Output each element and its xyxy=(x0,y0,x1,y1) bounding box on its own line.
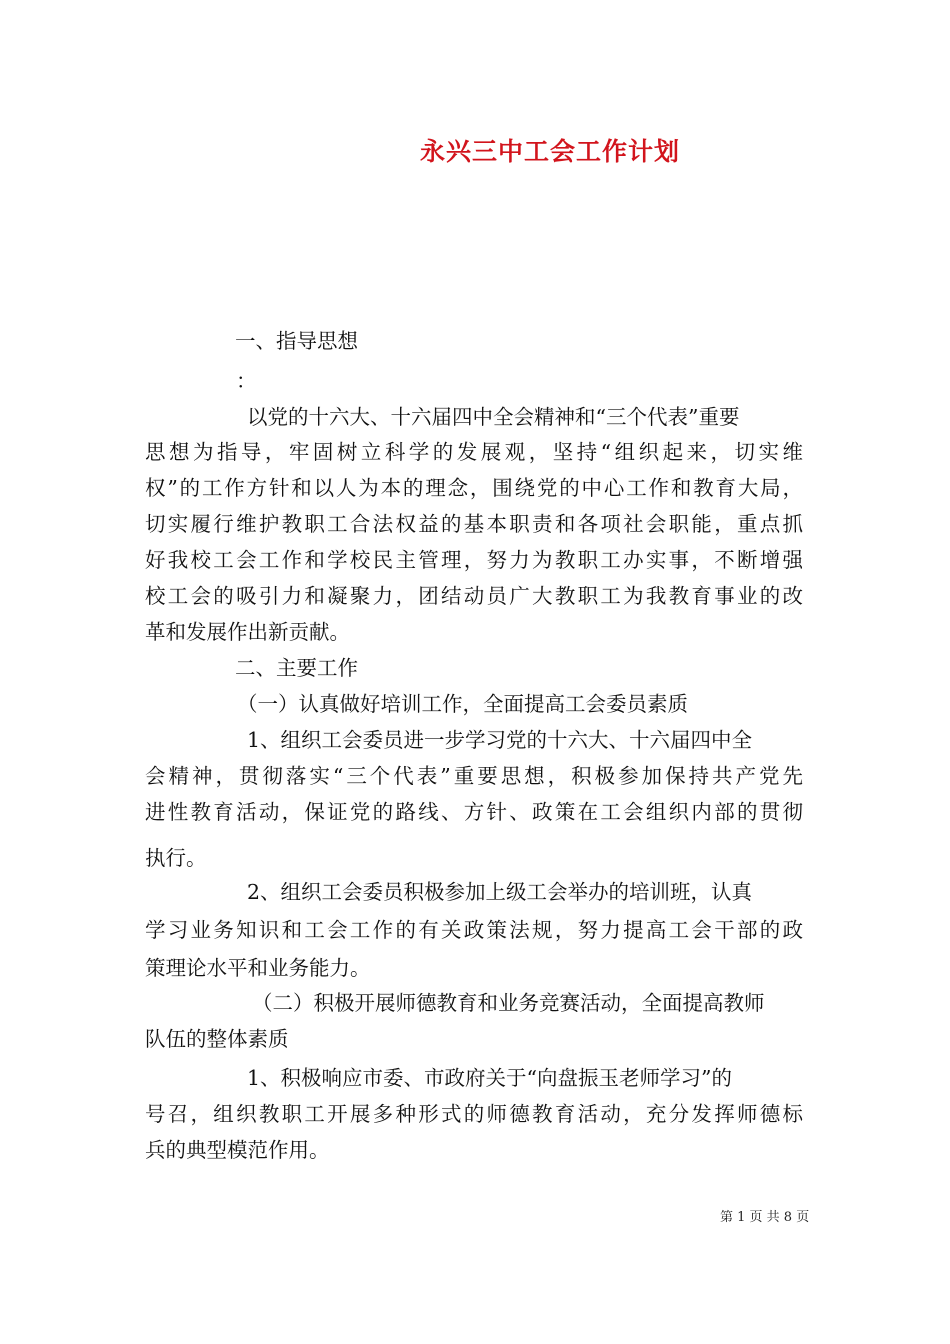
paragraph-line: 进性教育活动，保证党的路线、方针、政策在工会组织内部的贯彻 xyxy=(145,800,803,824)
paragraph-line: 革和发展作出新贡献。 xyxy=(145,620,350,644)
paragraph-line: 思想为指导，牢固树立科学的发展观，坚持“组织起来，切实维 xyxy=(145,440,803,464)
paragraph-line: 好我校工会工作和学校民主管理，努力为教职工办实事，不断增强 xyxy=(145,548,803,572)
document-title: 永兴三中工会工作计划 xyxy=(419,137,680,166)
heading-main-work: 二、主要工作 xyxy=(235,656,358,680)
paragraph-line: 队伍的整体素质 xyxy=(145,1027,289,1051)
paragraph-line: 兵的典型模范作用。 xyxy=(145,1138,330,1162)
paragraph-line: 以党的十六大、十六届四中全会精神和“三个代表”重要 xyxy=(247,405,740,429)
paragraph-line: 1、组织工会委员进一步学习党的十六大、十六届四中全 xyxy=(247,728,753,752)
subheading-ethics: （二）积极开展师德教育和业务竞赛活动，全面提高教师 xyxy=(252,991,765,1015)
paragraph-line: 策理论水平和业务能力。 xyxy=(145,956,371,980)
paragraph-line: 切实履行维护教职工合法权益的基本职责和各项社会职能，重点抓 xyxy=(145,512,803,536)
paragraph-line: 会精神，贯彻落实“三个代表”重要思想，积极参加保持共产党先 xyxy=(145,764,803,788)
page-number: 第 1 页 共 8 页 xyxy=(720,1210,810,1225)
subheading-training: （一）认真做好培训工作，全面提高工会委员素质 xyxy=(237,692,688,716)
heading-guiding-ideology: 一、指导思想 xyxy=(235,329,358,353)
paragraph-line: 1、积极响应市委、市政府关于“向盘振玉老师学习”的 xyxy=(247,1066,733,1090)
paragraph-line: 2、组织工会委员积极参加上级工会举办的培训班，认真 xyxy=(247,880,753,904)
paragraph-line: 学习业务知识和工会工作的有关政策法规，努力提高工会干部的政 xyxy=(145,918,803,942)
paragraph-line: 校工会的吸引力和凝聚力，团结动员广大教职工为我教育事业的改 xyxy=(145,584,803,608)
paragraph-line: 执行。 xyxy=(145,846,207,870)
paragraph-line: 权”的工作方针和以人为本的理念，围绕党的中心工作和教育大局， xyxy=(145,476,803,500)
paragraph-line: 号召，组织教职工开展多种形式的师德教育活动，充分发挥师德标 xyxy=(145,1102,803,1126)
colon-mark: ： xyxy=(236,369,257,393)
